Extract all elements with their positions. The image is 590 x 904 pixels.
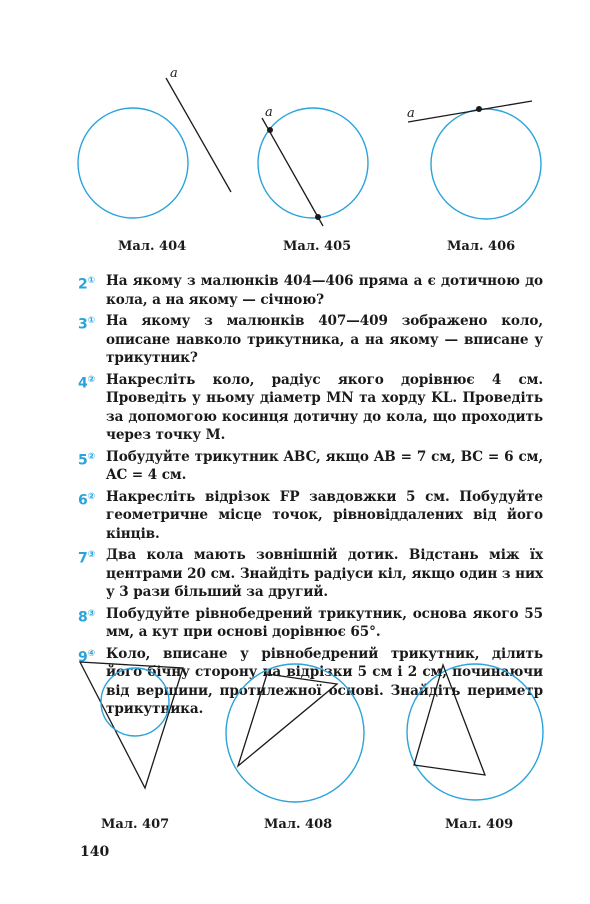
page-number: 140 [80,844,110,860]
circle-408 [226,664,364,802]
problem-number: 7③ [78,550,96,567]
triangle-407 [80,662,183,788]
caption-409: Мал. 409 [445,817,514,832]
problem-text: Накресліть відрізок FP завдовжки 5 см. Побудуйте геометричне місце точок, рівновіддалених від його кінців. [106,488,543,542]
problem-number: 3① [78,316,96,333]
problem-text: Накресліть коло, радіус якого дорівнює 4 см. Проведіть у ньому діаметр MN та хорду KL. Проведіть за допомогою косинця дотичну до кола, що проходить через точку M. [106,371,543,443]
caption-407: Мал. 407 [101,817,170,832]
figure-409 [407,664,543,800]
caption-404: Мал. 404 [118,239,187,254]
figure-408 [226,664,364,802]
problem-number: 9④ [78,648,96,666]
problem-number: 2① [78,276,96,293]
problem-text: Коло, вписане у рівнобедрений трикутник, ділить його бічну сторону на відрізки 5 см і 2 см, починаючи від вершини, протилежної основі. Знайдіть периметр трикутника. [106,645,543,717]
line-label-404: a [170,66,178,81]
triangle-409 [414,665,485,775]
caption-406: Мал. 406 [447,239,516,254]
line-label-405: a [265,105,273,120]
caption-405: Мал. 405 [283,239,352,254]
incircle-407 [101,668,169,736]
problem-text: На якому з малюнків 407—409 зображено коло, описане навколо трикутника, а на якому — вписане у трикутник? [106,313,543,366]
problem-number: 4② [78,374,96,392]
problem-number: 5② [78,451,96,469]
problem-text: На якому з малюнків 404—406 пряма a є дотичною до кола, а на якому — січною? [106,273,543,308]
problem-number: 8③ [78,608,96,626]
circle-409 [407,664,543,800]
line-label-406: a [407,106,415,121]
figure-407 [80,662,183,788]
caption-408: Мал. 408 [264,817,333,832]
problem-text: Побудуйте трикутник ABC, якщо AB = 7 см, BC = 6 см, AC = 4 см. [106,448,543,483]
problem-text: Два кола мають зовнішній дотик. Відстань між їх центрами 20 см. Знайдіть радіуси кіл, якщо один з них у 3 рази більший за другий. [106,547,543,600]
problem-number: 6② [78,491,96,509]
problem-text: Побудуйте рівнобедрений трикутник, основа якого 55 мм, а кут при основі дорівнює 65°. [106,605,543,640]
triangle-408 [238,674,337,766]
